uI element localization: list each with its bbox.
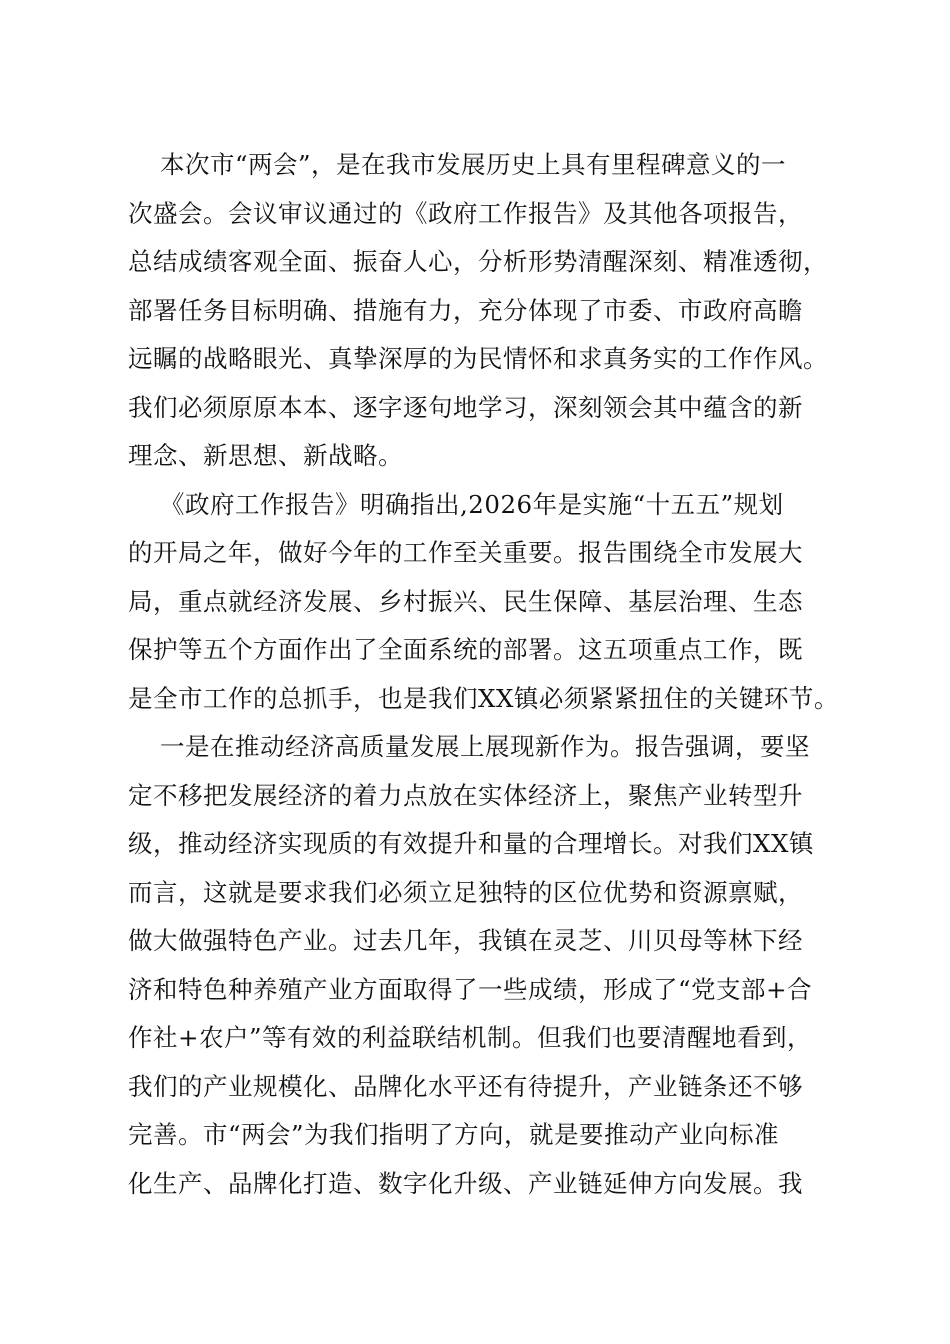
- text-line: 局，重点就经济发展、乡村振兴、民生保障、基层治理、生态: [128, 586, 803, 616]
- text-line: 部署任务目标明确、措施有力，充分体现了市委、市政府高瞻: [128, 295, 803, 325]
- text-line: 做大做强特色产业。过去几年，我镇在灵芝、川贝母等林下经: [128, 926, 803, 955]
- text-line: 我们的产业规模化、品牌化水平还有待提升，产业链条还不够: [128, 1071, 803, 1101]
- body-text: [128, 141, 848, 1208]
- text-line: 作社+农户”等有效的利益联结机制。但我们也要清醒地看到，: [128, 1023, 813, 1052]
- text-line: 理念、新思想、新战略。: [128, 441, 403, 470]
- text-line: 次盛会。会议审议通过的《政府工作报告》及其他各项报告，: [128, 198, 803, 228]
- text-line: 一是在推动经济高质量发展上展现新作为。报告强调，要坚: [160, 732, 810, 761]
- text-line: 是全市工作的总抓手，也是我们XX镇必须紧紧扭住的关键环节。: [128, 683, 839, 713]
- text-line: 定不移把发展经济的着力点放在实体经济上，聚焦产业转型升: [128, 780, 803, 810]
- text-line: 的开局之年，做好今年的工作至关重要。报告围绕全市发展大: [128, 538, 803, 567]
- text-line: 化生产、品牌化打造、数字化升级、产业链延伸方向发展。我: [128, 1168, 803, 1198]
- text-line: 级，推动经济实现质的有效提升和量的合理增长。对我们XX镇: [128, 829, 814, 858]
- text-line: 完善。市“两会”为我们指明了方向，就是要推动产业向标准: [128, 1120, 780, 1149]
- text-line: 《政府工作报告》明确指出,2026年是实施“十五五”规划: [160, 489, 784, 519]
- text-line: 保护等五个方面作出了全面系统的部署。这五项重点工作，既: [128, 635, 803, 664]
- text-line: 总结成绩客观全面、振奋人心，分析形势清醒深刻、精准透彻，: [128, 247, 828, 276]
- text-line: 本次市“两会”，是在我市发展历史上具有里程碑意义的一: [160, 150, 787, 179]
- text-line: 我们必须原原本本、逐字逐句地学习，深刻领会其中蕴含的新: [128, 392, 803, 422]
- text-line: 济和特色种养殖产业方面取得了一些成绩，形成了“党支部+合: [128, 974, 813, 1004]
- text-line: 而言，这就是要求我们必须立足独特的区位优势和资源禀赋，: [128, 877, 803, 907]
- text-line: 远瞩的战略眼光、真挚深厚的为民情怀和求真务实的工作作风。: [128, 344, 828, 373]
